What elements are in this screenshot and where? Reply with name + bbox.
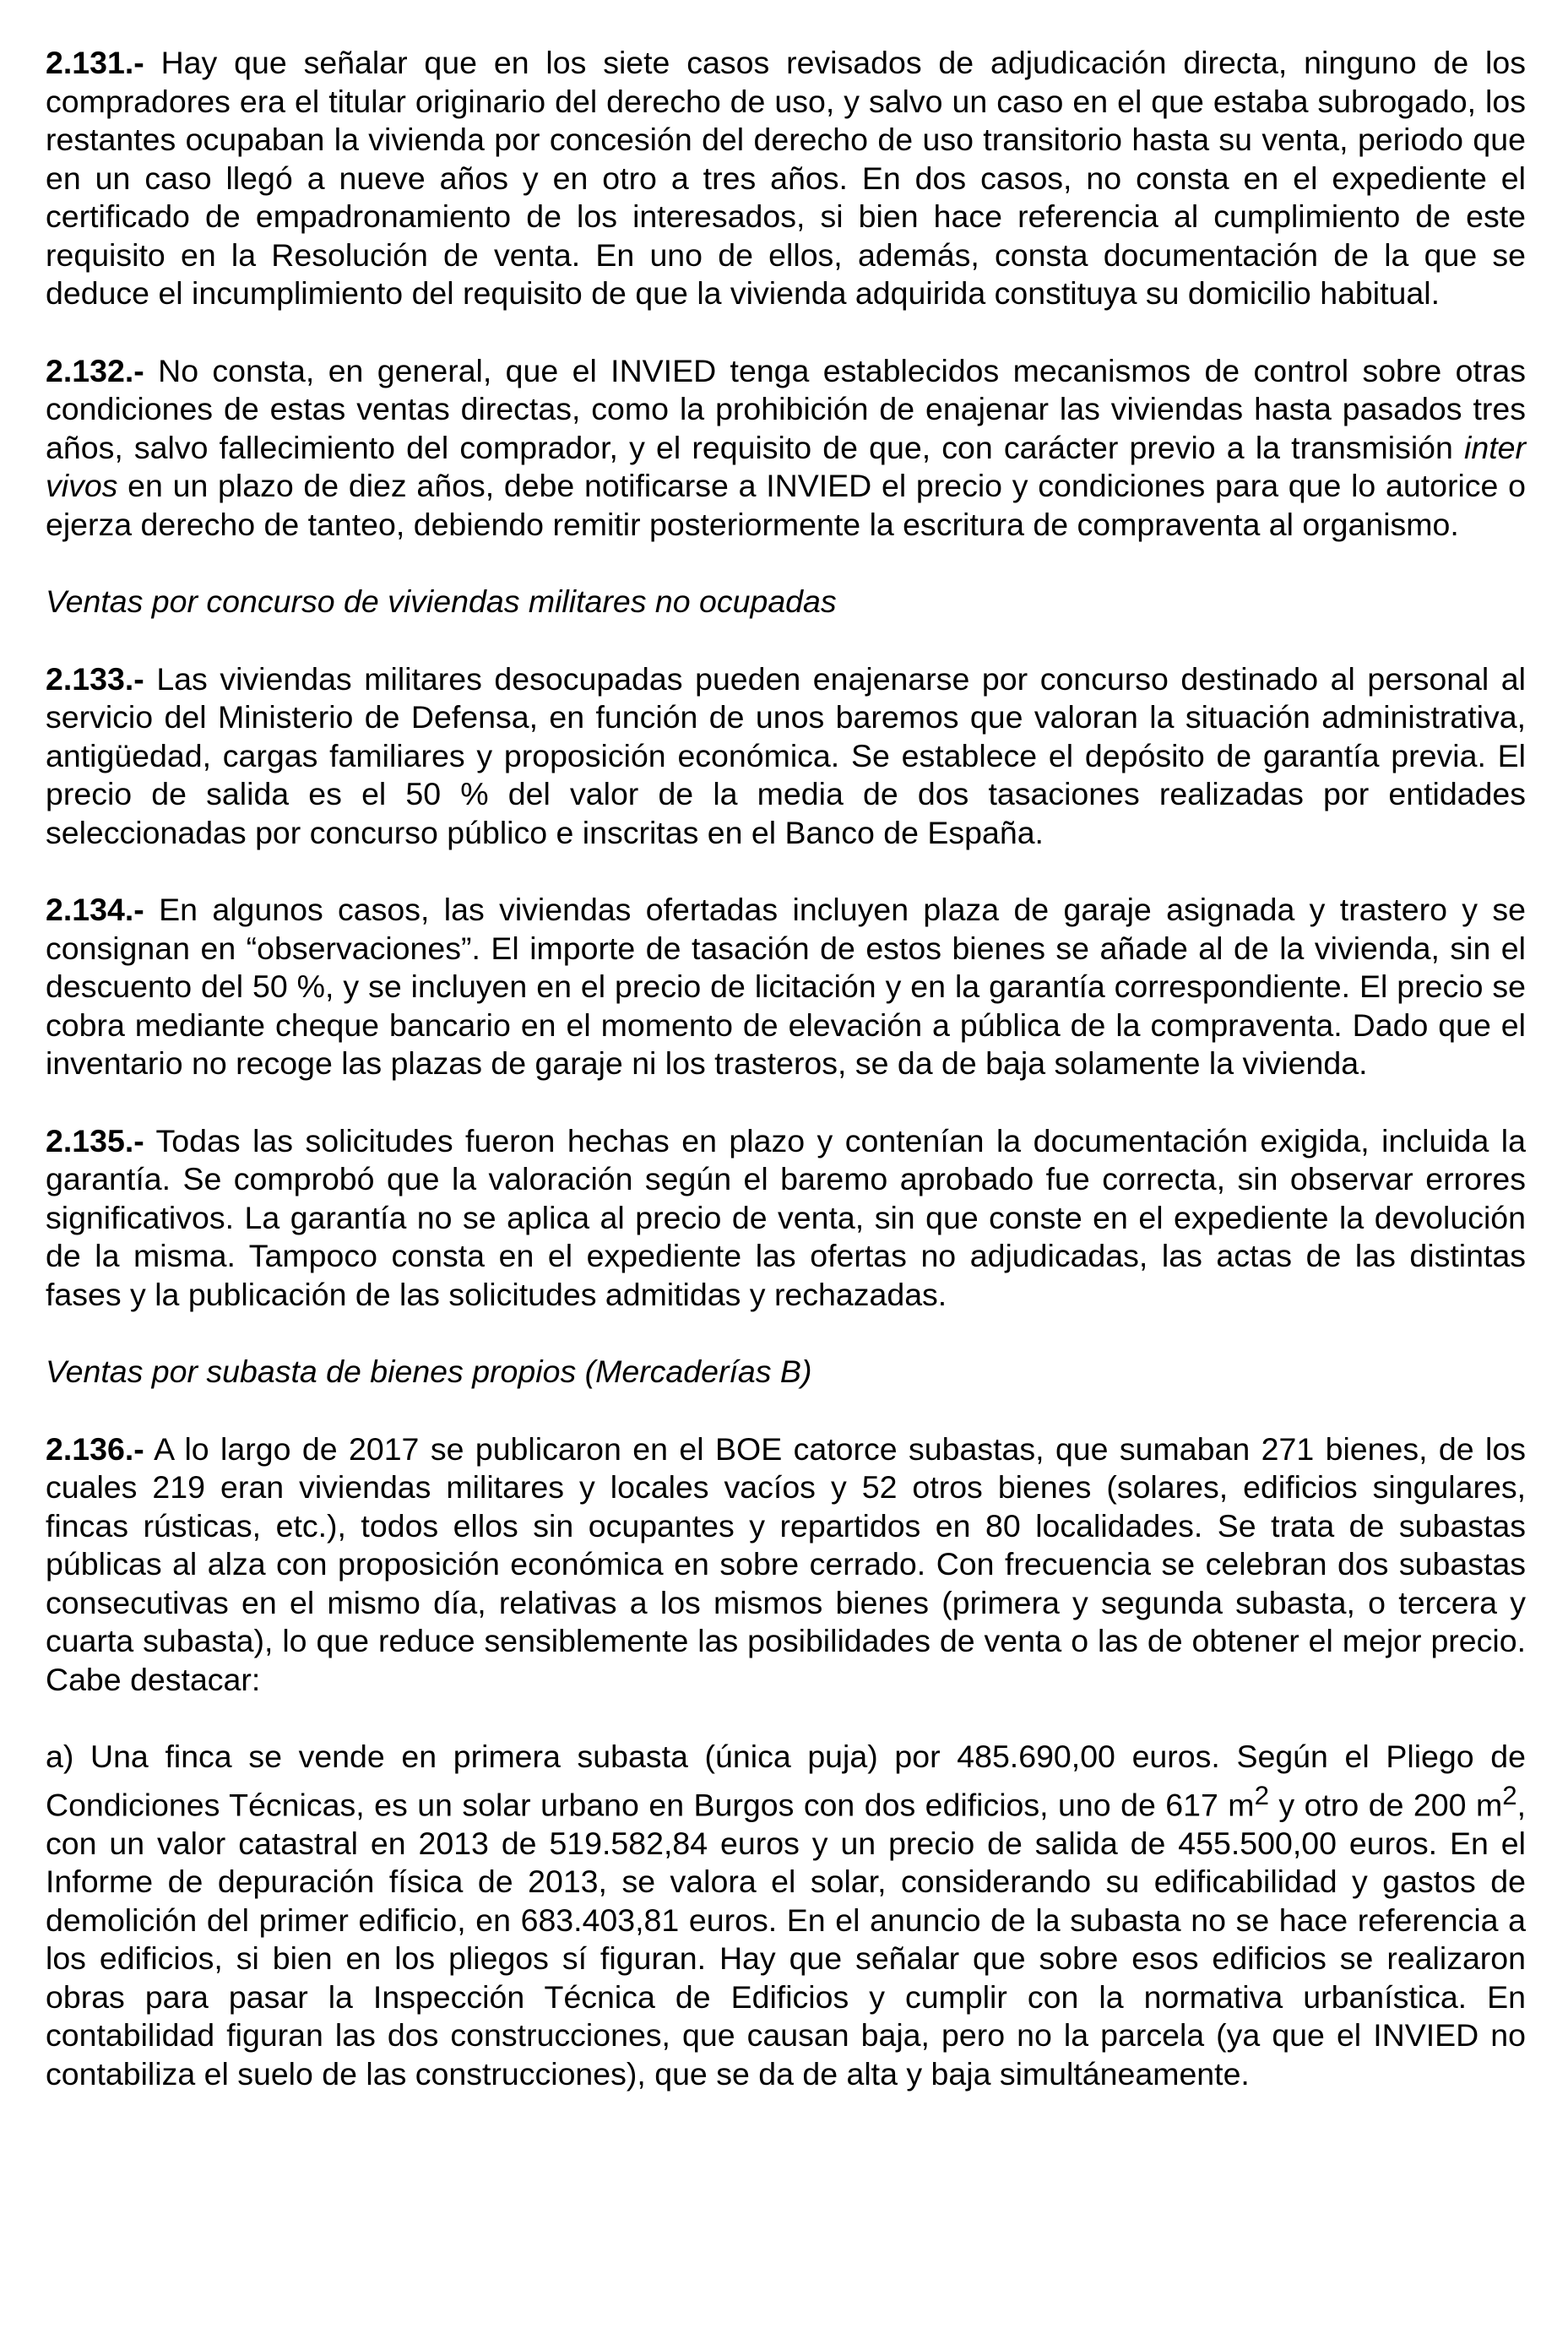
paragraph-text: En algunos casos, las viviendas ofertadas incluyen plaza de garaje asignada y trastero y se consignan en “observaciones”. El importe de tasación de estos bienes se añade al de la vivienda, sin el descuento del 50 %, y se incluyen en el precio de licitación y en la garantía correspondiente. El precio se cobra mediante cheque bancario en el momento de elevación a pública de la compraventa. Dado que el inventario no recoge las plazas de garaje ni los trasteros, se da de baja solamente la vivienda.: [46, 892, 1526, 1081]
italic-term: inter vivos: [46, 429, 1526, 503]
paragraph-text: a) Una finca se vende en primera subasta (única puja) por 485.690,00 euros. Según el Pliego de Condiciones Técnicas, es un solar urbano en Burgos con dos edificios, uno de 617 m: [46, 1739, 1526, 1822]
paragraph-text: y otro de 200 m: [1268, 1787, 1503, 1822]
paragraph-item-a: [46, 1738, 1526, 2093]
paragraph-number: 2.132.-: [46, 352, 144, 388]
paragraph-2-132: [46, 352, 1526, 545]
paragraph-text: Todas las solicitudes fueron hechas en plazo y contenían la documentación exigida, incluida la garantía. Se comprobó que la valoración según el baremo aprobado fue correcta, sin observar errores significativos. La garantía no se aplica al precio de venta, sin que conste en el expediente la devolución de la misma. Tampoco consta en el expediente las ofertas no adjudicadas, las actas de las distintas fases y la publicación de las solicitudes admitidas y rechazadas.: [46, 1122, 1526, 1312]
document-page: [46, 44, 1526, 2132]
paragraph-2-135: [46, 1122, 1526, 1315]
section-heading-subasta: Ventas por subasta de bienes propios (Mercaderías B): [46, 1354, 812, 1389]
section-heading-concurso: Ventas por concurso de viviendas militares no ocupadas: [46, 583, 837, 619]
paragraph-2-136: [46, 1430, 1526, 1700]
paragraph-number: 2.131.-: [46, 45, 144, 80]
paragraph-text: en un plazo de diez años, debe notificarse a INVIED el precio y condiciones para que lo autorice o ejerza derecho de tanteo, debiendo remitir posteriormente la escritura de compraventa al organismo.: [46, 468, 1526, 542]
paragraph-number: 2.134.-: [46, 892, 144, 927]
paragraph-text: Las viviendas militares desocupadas pueden enajenarse por concurso destinado al personal al servicio del Ministerio de Defensa, en función de unos baremos que valoran la situación administrativa, antigüedad, cargas familiares y proposición económica. Se establece el depósito de garantía previa. El precio de salida es el 50 % del valor de la media de dos tasaciones realizadas por entidades seleccionadas por concurso público e inscritas en el Banco de España.: [46, 660, 1526, 850]
paragraph-2-133: [46, 660, 1526, 853]
paragraph-text: , con un valor catastral en 2013 de 519.582,84 euros y un precio de salida de 455.500,00 euros. En el Informe de depuración física de 2013, se valora el solar, considerando su edificabilidad y gastos de demolición del primer edificio, en 683.403,81 euros. En el anuncio de la subasta no se hace referencia a los edificios, si bien en los pliegos sí figuran. Hay que señalar que sobre esos edificios se realizaron obras para pasar la Inspección Técnica de Edificios y cumplir con la normativa urbanística. En contabilidad figuran las dos construcciones, que causan baja, pero no la parcela (ya que el INVIED no contabiliza el suelo de las construcciones), que se da de alta y baja simultáneamente.: [46, 1787, 1526, 2092]
paragraph-number: 2.133.-: [46, 660, 144, 697]
superscript: 2: [1502, 1780, 1517, 1810]
paragraph-number: 2.136.-: [46, 1430, 144, 1467]
paragraph-text: A lo largo de 2017 se publicaron en el BOE catorce subastas, que sumaban 271 bienes, de los cuales 219 eran viviendas militares y locales vacíos y 52 otros bienes (solares, edificios singulares, fincas rústicas, etc.), todos ellos sin ocupantes y repartidos en 80 localidades. Se trata de subastas públicas al alza con proposición económica en sobre cerrado. Con frecuencia se celebran dos subastas consecutivas en el mismo día, relativas a los mismos bienes (primera y segunda subasta, o tercera y cuarta subasta), lo que reduce sensiblemente las posibilidades de venta o las de obtener el mejor precio. Cabe destacar:: [46, 1430, 1526, 1697]
superscript: 2: [1254, 1780, 1269, 1810]
paragraph-number: 2.135.-: [46, 1122, 144, 1158]
paragraph-2-134: [46, 891, 1526, 1083]
paragraph-2-131: [46, 44, 1526, 313]
paragraph-text: No consta, en general, que el INVIED tenga establecidos mecanismos de control sobre otras condiciones de estas ventas directas, como la prohibición de enajenar las viviendas hasta pasados tres años, salvo fallecimiento del comprador, y el requisito de que, con carácter previo a la transmisión: [46, 352, 1526, 465]
paragraph-text: Hay que señalar que en los siete casos revisados de adjudicación directa, ninguno de los compradores era el titular originario del derecho de uso, y salvo un caso en el que estaba subrogado, los restantes ocupaban la vivienda por concesión del derecho de uso transitorio hasta su venta, periodo que en un caso llegó a nueve años y en otro a tres años. En dos casos, no consta en el expediente el certificado de empadronamiento de los interesados, si bien hace referencia al cumplimiento de este requisito en la Resolución de venta. En uno de ellos, además, consta documentación de la que se deduce el incumplimiento del requisito de que la vivienda adquirida constituya su domicilio habitual.: [46, 45, 1526, 311]
